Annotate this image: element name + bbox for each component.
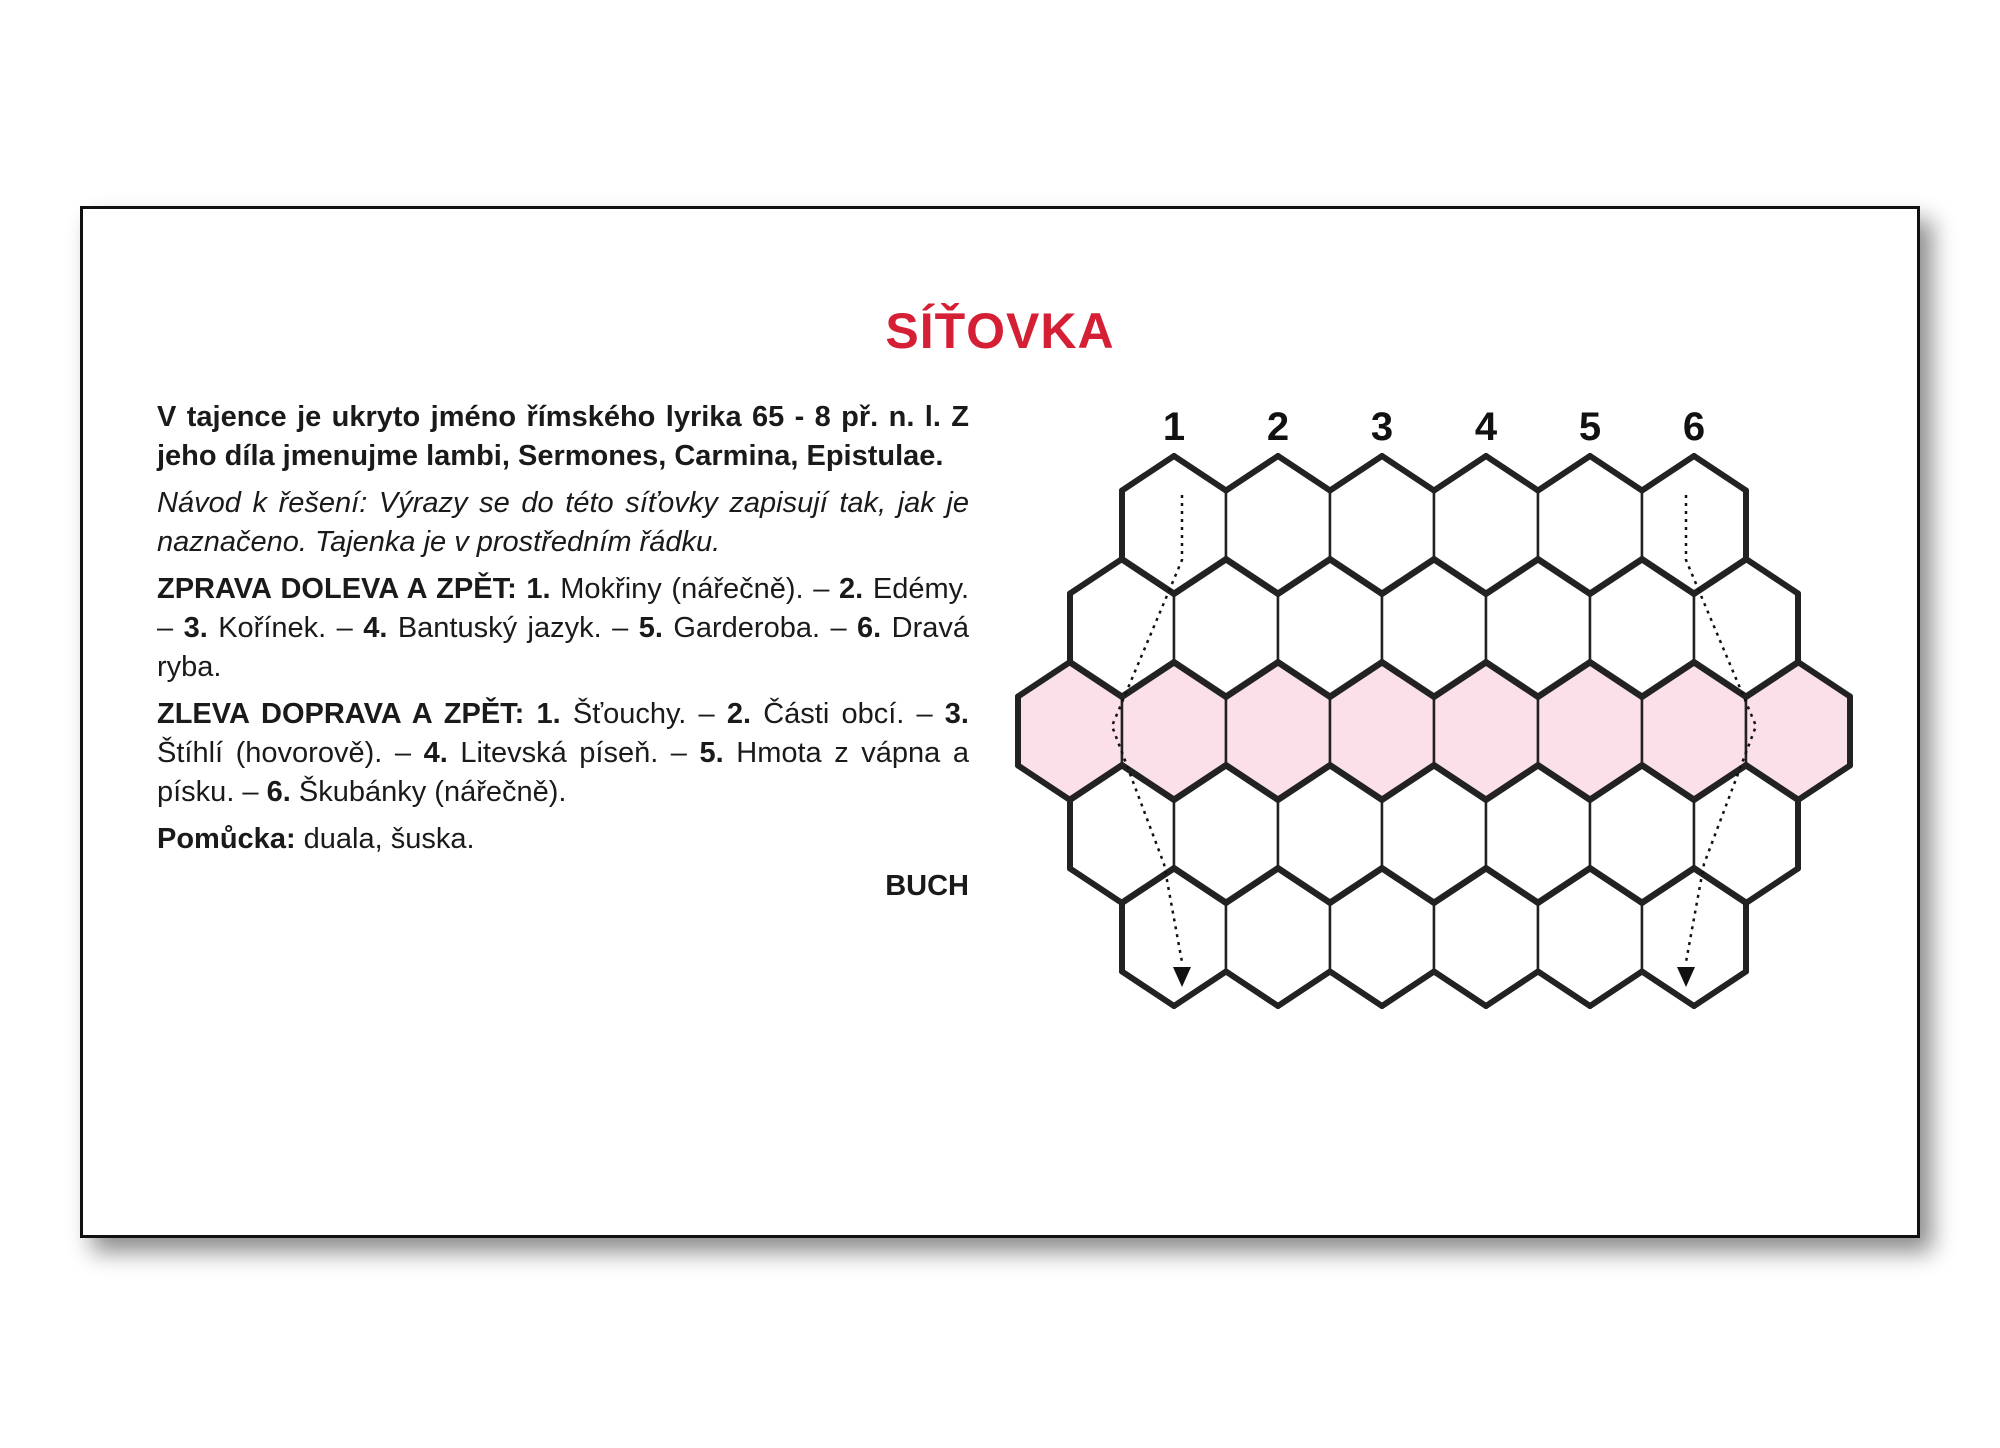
clue-text: Edémy. – — [157, 573, 970, 644]
help-line — [157, 820, 969, 859]
clue-number: 4. — [363, 612, 388, 644]
clue-text: Mokřiny (nářečně). – — [560, 573, 830, 605]
clue-text: Dravá ryba. — [157, 612, 969, 683]
clue-number: 2. — [839, 573, 864, 605]
clue-text: Litevská píseň. – — [460, 737, 687, 769]
column-number: 2 — [1266, 405, 1290, 449]
clue-number: 1. — [526, 573, 551, 605]
hint-text: Návod k řešení: Výrazy se do této síťovky zapisují tak, jak je naznačeno. Tajenka je v prostředním řádku. — [157, 487, 969, 558]
clue-number: 4. — [423, 737, 448, 769]
clue-text: Hmota z vápna a písku. – — [157, 737, 969, 808]
column-number: 4 — [1474, 405, 1498, 449]
author-signature: BUCH — [885, 870, 969, 902]
clue-text: Bantuský jazyk. – — [397, 612, 629, 644]
help-label: Pomůcka: — [157, 823, 296, 855]
clue-text: Části obcí. – — [763, 698, 933, 730]
clues-left-to-right — [157, 695, 969, 812]
column-number: 5 — [1578, 405, 1602, 449]
clue-text: Garderoba. – — [673, 612, 847, 644]
clue-number: 3. — [944, 698, 969, 730]
column-number: 6 — [1682, 405, 1706, 449]
clue-number: 1. — [536, 698, 561, 730]
clues-heading: ZPRAVA DOLEVA A ZPĚT: — [157, 573, 517, 605]
column-number: 1 — [1162, 405, 1186, 449]
clue-text-block — [157, 398, 969, 914]
clue-number: 3. — [183, 612, 208, 644]
clue-text: Štíhlí (hovorově). – — [157, 737, 411, 769]
clue-number: 6. — [266, 776, 291, 808]
clue-number: 5. — [699, 737, 724, 769]
clues-right-to-left — [157, 570, 969, 687]
clue-text: Šťouchy. – — [572, 698, 715, 730]
clue-number: 6. — [857, 612, 882, 644]
help-text: duala, šuska. — [303, 823, 475, 855]
clue-number: 2. — [726, 698, 752, 730]
clue-number: 5. — [638, 612, 663, 644]
clue-text: Škubánky (nářečně). — [298, 776, 567, 808]
puzzle-title: SÍŤOVKA — [885, 303, 1115, 359]
clue-text: Kořínek. – — [218, 612, 353, 644]
intro-text: V tajence je ukryto jméno římského lyrika 65 - 8 př. n. l. Z jeho díla jmenujme lambi, Sermones, Carmina, Epistulae. — [157, 401, 969, 472]
column-number: 3 — [1370, 405, 1394, 449]
clues-heading: ZLEVA DOPRAVA A ZPĚT: — [157, 698, 525, 730]
